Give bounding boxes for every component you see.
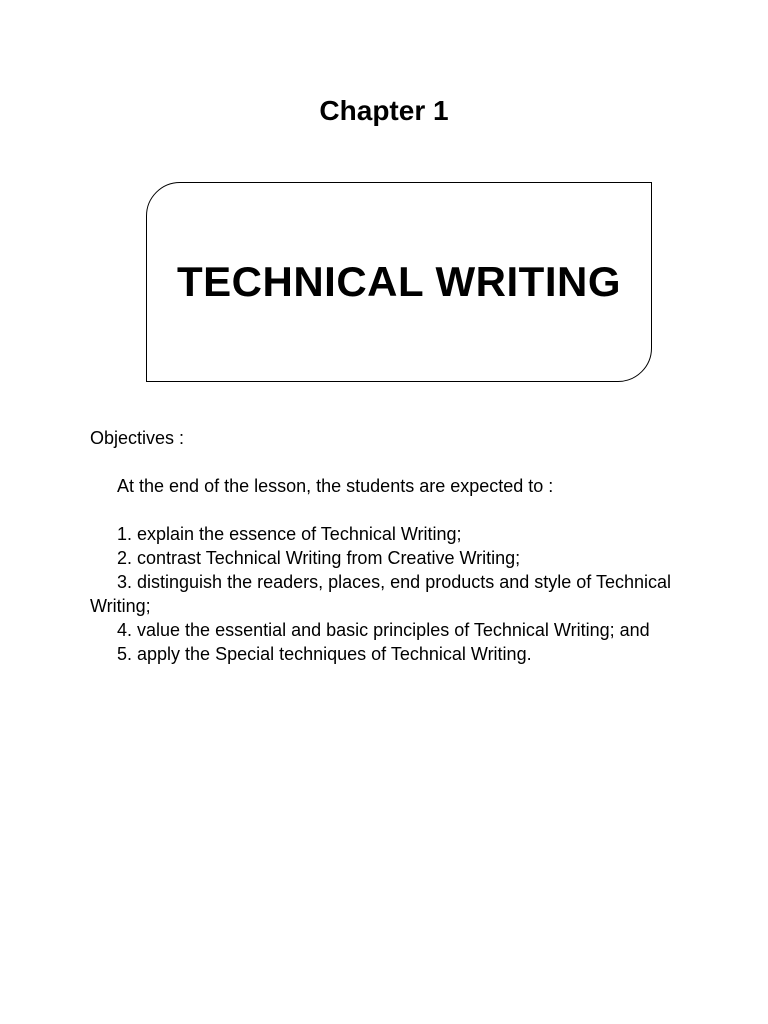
objective-item-1: 1. explain the essence of Technical Writing; — [117, 524, 462, 544]
objective-item-5: 5. apply the Special techniques of Technical Writing. — [117, 644, 532, 664]
objective-item-4: 4. value the essential and basic principles of Technical Writing; and — [117, 620, 650, 640]
chapter-heading: Chapter 1 — [319, 95, 449, 126]
objectives-intro: At the end of the lesson, the students are expected to : — [117, 476, 554, 496]
objectives-label: Objectives : — [90, 428, 185, 448]
objective-item-2: 2. contrast Technical Writing from Creative Writing; — [117, 548, 521, 568]
objective-item-3: 3. distinguish the readers, places, end products and style of Technical Writing; — [90, 572, 672, 616]
main-title: TECHNICAL WRITING — [176, 258, 622, 305]
title-box — [146, 182, 652, 382]
objectives-section — [90, 426, 690, 666]
